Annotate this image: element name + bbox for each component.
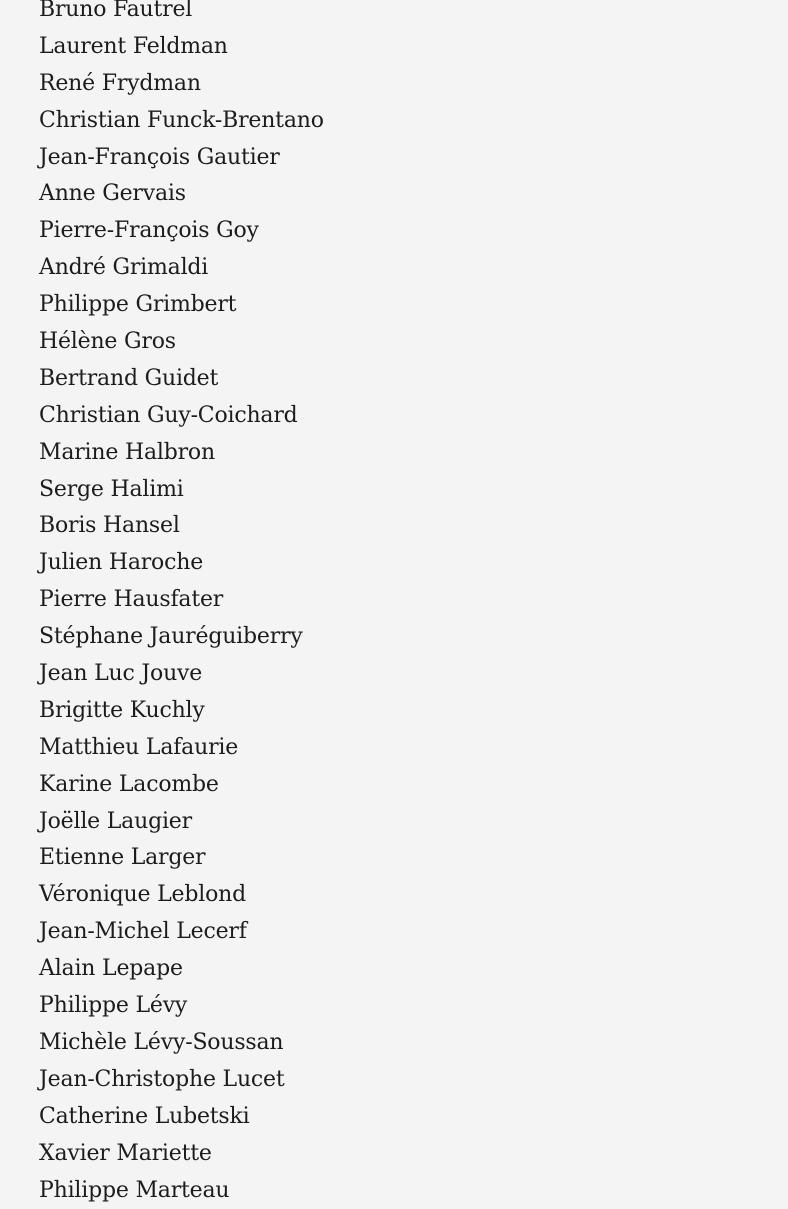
list-item: Jean-François Gautier (39, 140, 324, 177)
list-item: Philippe Grimbert (39, 287, 324, 324)
list-item: Bruno Fautrel (39, 0, 324, 29)
list-item: Brigitte Kuchly (39, 693, 324, 730)
list-item: Karine Lacombe (39, 767, 324, 804)
list-item: Jean-Michel Lecerf (39, 914, 324, 951)
list-item: Véronique Leblond (39, 877, 324, 914)
list-item: Jean-Christophe Lucet (39, 1062, 324, 1099)
list-item: Philippe Lévy (39, 988, 324, 1025)
list-item: André Grimaldi (39, 250, 324, 287)
list-item: Bertrand Guidet (39, 361, 324, 398)
list-item: Hélène Gros (39, 324, 324, 361)
list-item: Etienne Larger (39, 840, 324, 877)
list-item: Serge Halimi (39, 472, 324, 509)
list-item: Boris Hansel (39, 508, 324, 545)
list-item: Laurent Feldman (39, 29, 324, 66)
list-item: Joëlle Laugier (39, 804, 324, 841)
list-item: René Frydman (39, 66, 324, 103)
list-item: Jean Luc Jouve (39, 656, 324, 693)
list-item: Christian Funck-Brentano (39, 103, 324, 140)
list-item: Matthieu Lafaurie (39, 730, 324, 767)
list-item: Philippe Marteau (39, 1173, 324, 1209)
list-item: Anne Gervais (39, 176, 324, 213)
list-item: Julien Haroche (39, 545, 324, 582)
list-item: Pierre-François Goy (39, 213, 324, 250)
names-list (39, 0, 324, 1209)
list-item: Alain Lepape (39, 951, 324, 988)
list-item: Christian Guy-Coichard (39, 398, 324, 435)
list-item: Xavier Mariette (39, 1136, 324, 1173)
list-item: Stéphane Jauréguiberry (39, 619, 324, 656)
list-item: Pierre Hausfater (39, 582, 324, 619)
list-item: Catherine Lubetski (39, 1099, 324, 1136)
list-item: Marine Halbron (39, 435, 324, 472)
list-item: Michèle Lévy-Soussan (39, 1025, 324, 1062)
